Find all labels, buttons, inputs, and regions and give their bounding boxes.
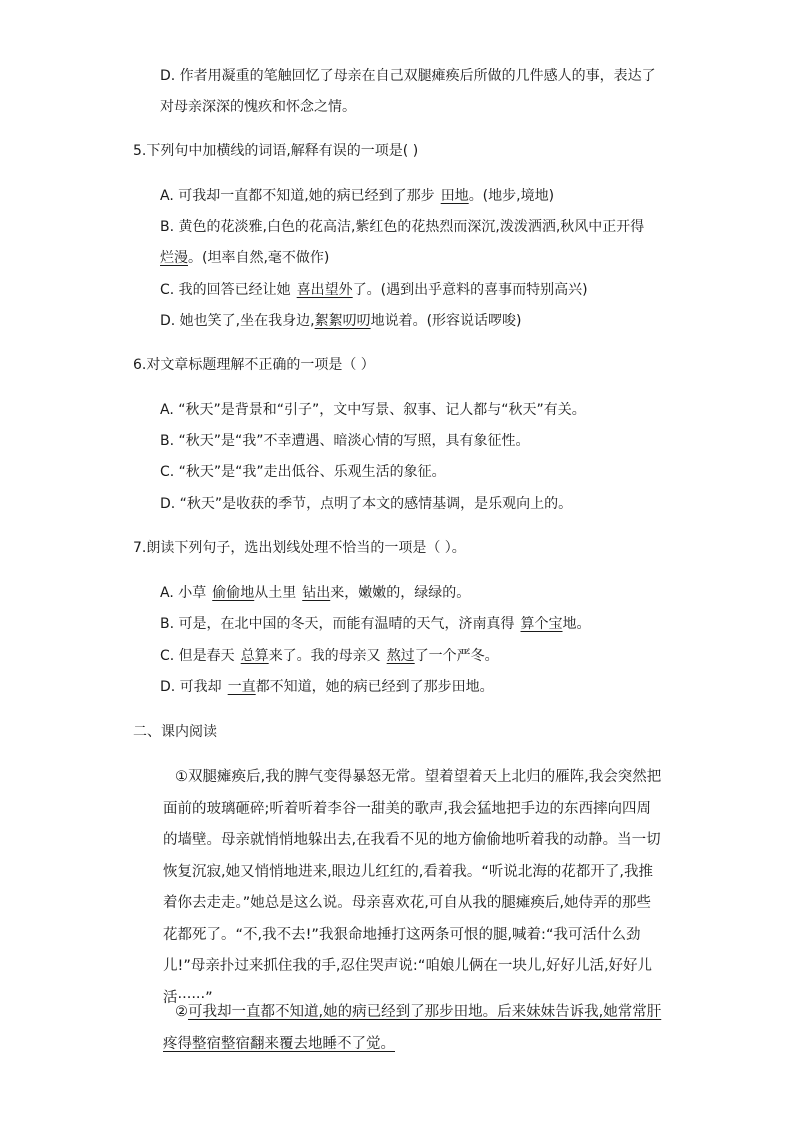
underlined-word: 钻出: [302, 585, 331, 601]
underlined-word: 总算: [240, 648, 269, 664]
underlined-sentence: 可我却一直都不知道,她的病已经到了那步田地。后来妹妹告诉我,她常常肝疼得整宿整宿翻来覆去地睡不了觉。: [163, 1004, 662, 1052]
q7-option-d: D. 可我却 一直都不知道，她的病已经到了那步田地。: [160, 679, 494, 695]
underlined-word: 熬过: [386, 648, 415, 664]
q4-option-d-line2: 对母亲深深的愧疚和怀念之情。: [160, 99, 356, 115]
q5-stem: 5.下列句中加横线的词语,解释有误的一项是( ): [133, 143, 419, 159]
section-heading: 二、课内阅读: [133, 724, 217, 740]
q6-stem: 6.对文章标题理解不正确的一项是（ ）: [133, 357, 375, 373]
q5-option-d: D. 她也笑了,坐在我身边,絮絮叨叨地说着。(形容说话啰唆): [160, 313, 522, 329]
q4-option-d-line1: D. 作者用凝重的笔触回忆了母亲在自己双腿瘫痪后所做的几件感人的事，表达了: [160, 68, 656, 84]
q6-option-d: D. “秋天”是收获的季节，点明了本文的感情基调，是乐观向上的。: [160, 496, 573, 512]
reading-paragraph-1: ①双腿瘫痪后,我的脾气变得暴怒无常。望着望着天上北归的雁阵,我会突然把面前的玻璃砸碎;听着听着李谷一甜美的歌声,我会猛地把手边的东西摔向四周的墙壁。母亲就悄悄地躲出去,在我看不见的地方偷偷地听着我的动静。当一切恢复沉寂,她又悄悄地进来,眼边儿红红的,看着我。“听说北海的花都开了,我推着你去走走。”她总是这么说。母亲喜欢花,可自从我的腿瘫痪后,她侍弄的那些花都死了。“不,我不去!”我狠命地捶打这两条可恨的腿,喊着:“我可活什么劲儿!”母亲扑过来抓住我的手,忍住哭声说:“咱娘儿俩在一块儿,好好儿活,好好儿活······”: [163, 769, 662, 1006]
q5-option-b-line1: B. 黄色的花淡雅,白色的花高洁,紫红色的花热烈而深沉,泼泼洒洒,秋风中正开得: [160, 219, 645, 235]
underlined-word: 絮絮叨叨: [314, 313, 371, 329]
q6-option-c: C. “秋天”是“我”走出低谷、乐观生活的象征。: [160, 464, 446, 480]
q7-option-b: B. 可是，在北中国的冬天，而能有温晴的天气，济南真得 算个宝地。: [160, 616, 591, 632]
underlined-word: 偷偷地: [212, 585, 255, 601]
q5-option-a: A. 可我却一直都不知道,她的病已经到了那步 田地。(地步,境地): [160, 188, 555, 204]
underlined-word: 烂漫: [160, 250, 188, 266]
q7-option-a: A. 小草 偷偷地从土里 钻出来，嫩嫩的，绿绿的。: [160, 585, 471, 601]
q7-stem: 7.朗读下列句子，选出划线处理不恰当的一项是（ ）。: [133, 540, 466, 556]
underlined-word: 喜出望外: [296, 282, 353, 298]
underlined-word: 算个宝: [520, 616, 563, 632]
q7-option-c: C. 但是春天 总算来了。我的母亲又 熬过了一个严冬。: [160, 648, 499, 664]
q5-option-c: C. 我的回答已经让她 喜出望外了。(遇到出乎意料的喜事而特别高兴): [160, 282, 588, 298]
q5-option-b-line2: 烂漫。(坦率自然,毫不做作): [160, 250, 330, 266]
q6-option-a: A. “秋天”是背景和“引子”，文中写景、叙事、记人都与“秋天”有关。: [160, 402, 586, 418]
underlined-word: 一直: [227, 679, 256, 695]
q6-option-b: B. “秋天”是“我”不幸遭遇、暗淡心情的写照，具有象征性。: [160, 433, 530, 449]
reading-paragraph-2: ②可我却一直都不知道,她的病已经到了那步田地。后来妹妹告诉我,她常常肝疼得整宿整宿翻来覆去地睡不了觉。: [163, 1004, 662, 1052]
underlined-word: 田地: [440, 188, 469, 204]
